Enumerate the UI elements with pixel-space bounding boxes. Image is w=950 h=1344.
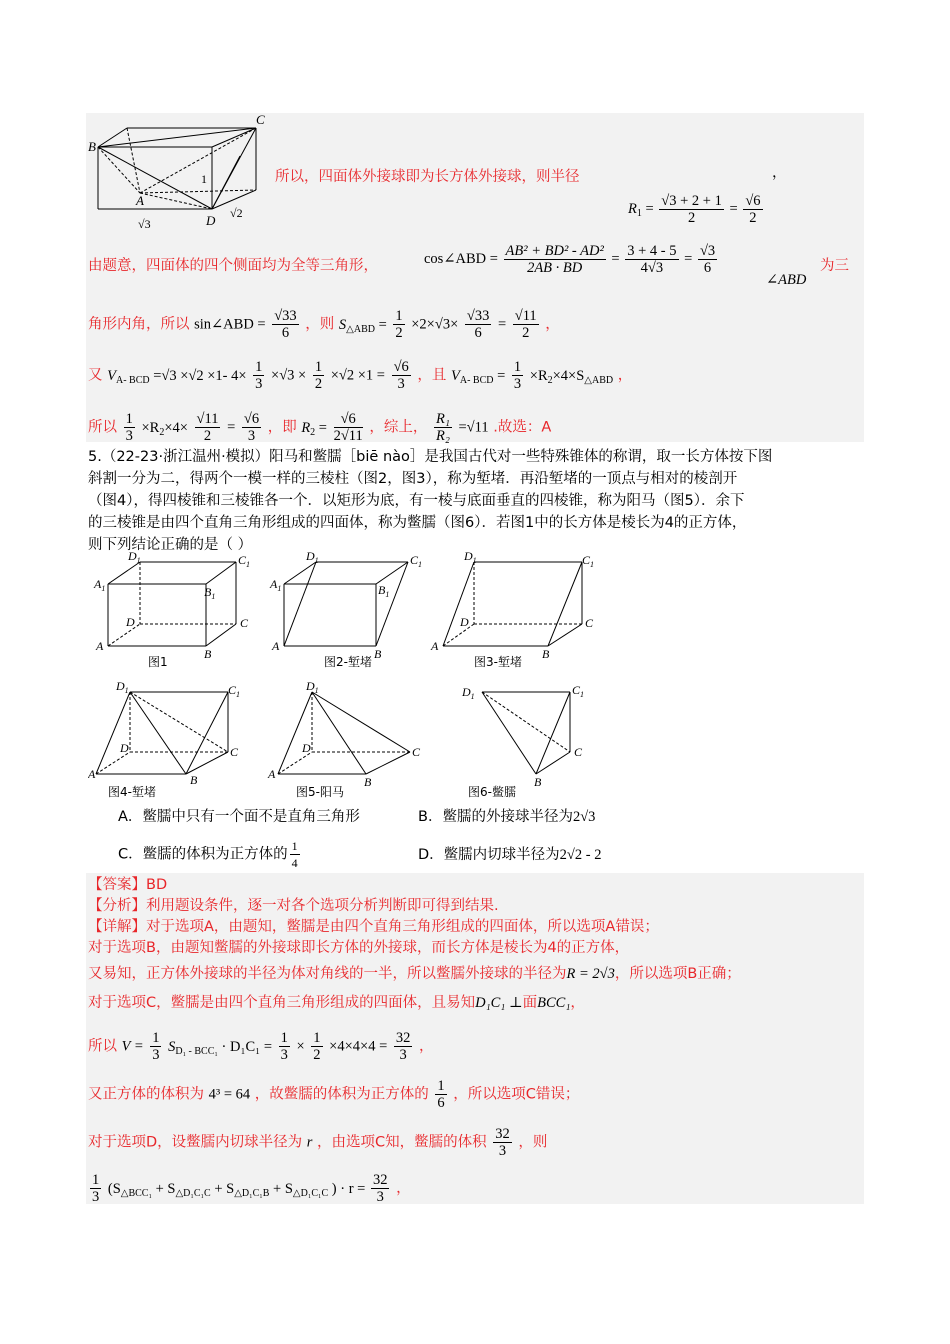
question-line-1: 5.（22-23·浙江温州·模拟）阳马和鳖臑［biē nào］是我国古代对一些特殊锥体的称谓，取一长方体按下图 (88, 449, 773, 465)
f5-D: D (302, 741, 311, 755)
question-line-2: 斜割一分为二，得两个一模一样的三棱柱（图2，图3），称为堑堵．再沿堑堵的一顶点与相对的棱剖开 (88, 471, 738, 487)
question-line-3: （图4），得四棱锥和三棱锥各一个．以矩形为底，有一棱与底面垂直的四棱锥，称为阳马（图5）．余下 (88, 493, 745, 509)
solution-line-4: 又 $V_{A- BCD} =√3 \times√2 \times 1-$ 4× $\frac{1}{3}$ ×√3 × $\frac{1}{2}$ ×√2 ×1 = $\frac{√6}{3}$ ，且 $V_{A- BCD}$ = $\frac{1}{3}$ $\times R_2\times 4\times S_{\triangle ABD}$ ， (88, 359, 633, 392)
f4-C1: $C_1$ (228, 683, 241, 699)
f3-D1: $D_1$ (464, 549, 477, 565)
solution-line-3: 角形内角，所以 sin∠ABD = $\frac{√33}{6}$ ，则 $S_{\triangle ABD}$ = $\frac{1}{2}$ ×2×√3× $\frac{√33}{6}$ = $\frac{√11}{2}$ ， (88, 308, 560, 341)
solution-line-2-suffix: 为三 (820, 258, 849, 274)
angle-abd: ∠ABD (766, 272, 807, 288)
figures-svg-1 (88, 548, 648, 676)
f3-C: C (585, 616, 594, 630)
f4-C: C (230, 745, 239, 759)
caption-fig4: 图4-堑堵 (108, 785, 156, 799)
f6-B: B (534, 775, 542, 789)
f5-A: A (268, 767, 276, 781)
detail-5: 所以 V = $\frac{1}{3}$ $S_{D_1 - BCC_1} \cdot D_1C_1$ = $\frac{1}{3}$ × $\frac{1}{2}$ ×4×4×4 = $\frac{32}{3}$ ， (88, 1030, 434, 1063)
detail-6: 又正方体的体积为 4³ = 64 ，故鳖臑的体积为正方体的 $\frac{1}{6}$ ，所以选项C错误； (88, 1078, 580, 1111)
f5-D1: $D_1$ (306, 679, 319, 695)
caption-fig2: 图2-堑堵 (324, 655, 372, 669)
f2-D1: $D_1$ (306, 549, 319, 565)
detail-1: 【详解】对于选项A，由题知，鳖臑是由四个直角三角形组成的四面体，所以选项A错误； (88, 919, 659, 935)
f3-D: D (460, 615, 469, 629)
f1-D1: $D_1$ (128, 549, 141, 565)
f6-D1: $D_1$ (462, 685, 475, 701)
f6-C: C (574, 745, 583, 759)
option-a: A．鳖臑中只有一个面不是直角三角形 (118, 809, 360, 825)
label-B: B (88, 139, 96, 154)
detail-8: $\frac{1}{3}$ ($S_{\triangle BCC_1} + S_{\triangle D_1C_1C} + S_{\triangle D_1C_1B} + S_{\triangle D_1C_1C}$ ) · r = $\frac{32}{3}$ ， (92, 1172, 411, 1205)
f5-C: C (412, 745, 421, 759)
f1-C: C (240, 616, 249, 630)
f1-D: D (126, 615, 135, 629)
f1-C1: $C_1$ (238, 553, 251, 569)
f4-D1: $D_1$ (116, 679, 129, 695)
f1-B: B (204, 647, 212, 661)
formula-cos: cos∠ABD = $\frac{\text{AB² + BD² - AD²}}{2AB \cdot BD}$ = $\frac{3 + 4 - 5}{4√3}$ = $\frac{√3}{6}$ (424, 243, 716, 276)
detail-2: 对于选项B，由题知鳖臑的外接球即长方体的外接球，而长方体是棱长为4的正方体， (88, 940, 630, 956)
question-line-5: 则下列结论正确的是（ ） (88, 537, 253, 553)
question-line-4: 的三棱锥是由四个直角三角形组成的四面体，称为鳖臑（图6）．若图1中的长方体是棱长为4的正方体， (88, 515, 747, 531)
f1-B1: $B_1$ (204, 585, 216, 601)
f2-C1: $C_1$ (410, 553, 423, 569)
f2-B: B (374, 647, 382, 661)
f2-A1: $A_1$ (270, 577, 282, 593)
detail-4: 对于选项C，鳖臑是由四个直角三角形组成的四面体，且易知D₁C₁ ⊥面BCC₁， (88, 995, 585, 1011)
caption-fig1: 图1 (148, 655, 168, 669)
option-c: C．鳖臑的体积为正方体的 $\frac{1}{4}$ (118, 839, 298, 870)
caption-fig6: 图6-鳖臑 (468, 785, 516, 799)
option-d: D．鳖臑内切球半径为2√2 - 2 (418, 847, 602, 863)
label-D: D (206, 213, 216, 228)
f2-A: A (272, 639, 280, 653)
cuboid-figure (86, 113, 266, 233)
solution-line-5: 所以 $\frac{1}{3}$ $\times R_2\times 4\times$ $\frac{√11}{2}$ = $\frac{√6}{3}$ ，即 $R_2$ = $\frac{√6}{2√11}$ ，综上， $\frac{\text{R₁}}{\text{R₂}}$ =√11 .故选：A (88, 411, 552, 444)
label-C: C (256, 113, 265, 127)
f4-B: B (190, 773, 198, 787)
f4-D: D (120, 741, 129, 755)
formula-r1: $R_1$ = $\frac{√3 + 2 + 1}{2}$ = $\frac{√6}{2}$ (628, 193, 761, 226)
detail-7: 对于选项D，设鳖臑内切球半径为 r ，由选项C知，鳖臑的体积 $\frac{32}{3}$ ，则 (88, 1126, 548, 1159)
f1-A1: $A_1$ (94, 577, 106, 593)
caption-fig5: 图5-阳马 (296, 785, 344, 799)
figures-row-2 (88, 676, 648, 808)
solution-line-2-prefix: 由题意，四面体的四个侧面均为全等三角形， (88, 258, 378, 274)
f4-A: A (88, 767, 96, 781)
analysis: 【分析】利用题设条件，逐一对各个选项分析判断即可得到结果. (88, 898, 499, 914)
solution-line-1: 所以，四面体外接球即为长方体外接球，则半径 (275, 169, 580, 185)
f5-B: B (364, 775, 372, 789)
figures-svg-2 (88, 676, 648, 804)
answer-label: 【答案】BD (88, 877, 168, 893)
caption-fig3: 图3-堑堵 (474, 655, 522, 669)
f2-B1: $B_1$ (378, 583, 390, 599)
label-sqrt3: √3 (138, 217, 151, 231)
label-sqrt2: √2 (230, 206, 243, 220)
f1-A: A (96, 639, 104, 653)
f3-A: A (431, 639, 439, 653)
label-A: A (136, 193, 144, 208)
option-b: B．鳖臑的外接球半径为2√3 (418, 809, 596, 825)
label-one: 1 (201, 172, 207, 186)
detail-3: 又易知，正方体外接球的半径为体对角线的一半，所以鳖臑外接球的半径为R = 2√3，所以选项B正确； (88, 966, 741, 982)
f3-C1: $C_1$ (582, 553, 595, 569)
f6-C1: $C_1$ (572, 683, 585, 699)
comma: ， (772, 165, 787, 181)
f3-B: B (542, 647, 550, 661)
figures-row-1 (88, 548, 648, 680)
